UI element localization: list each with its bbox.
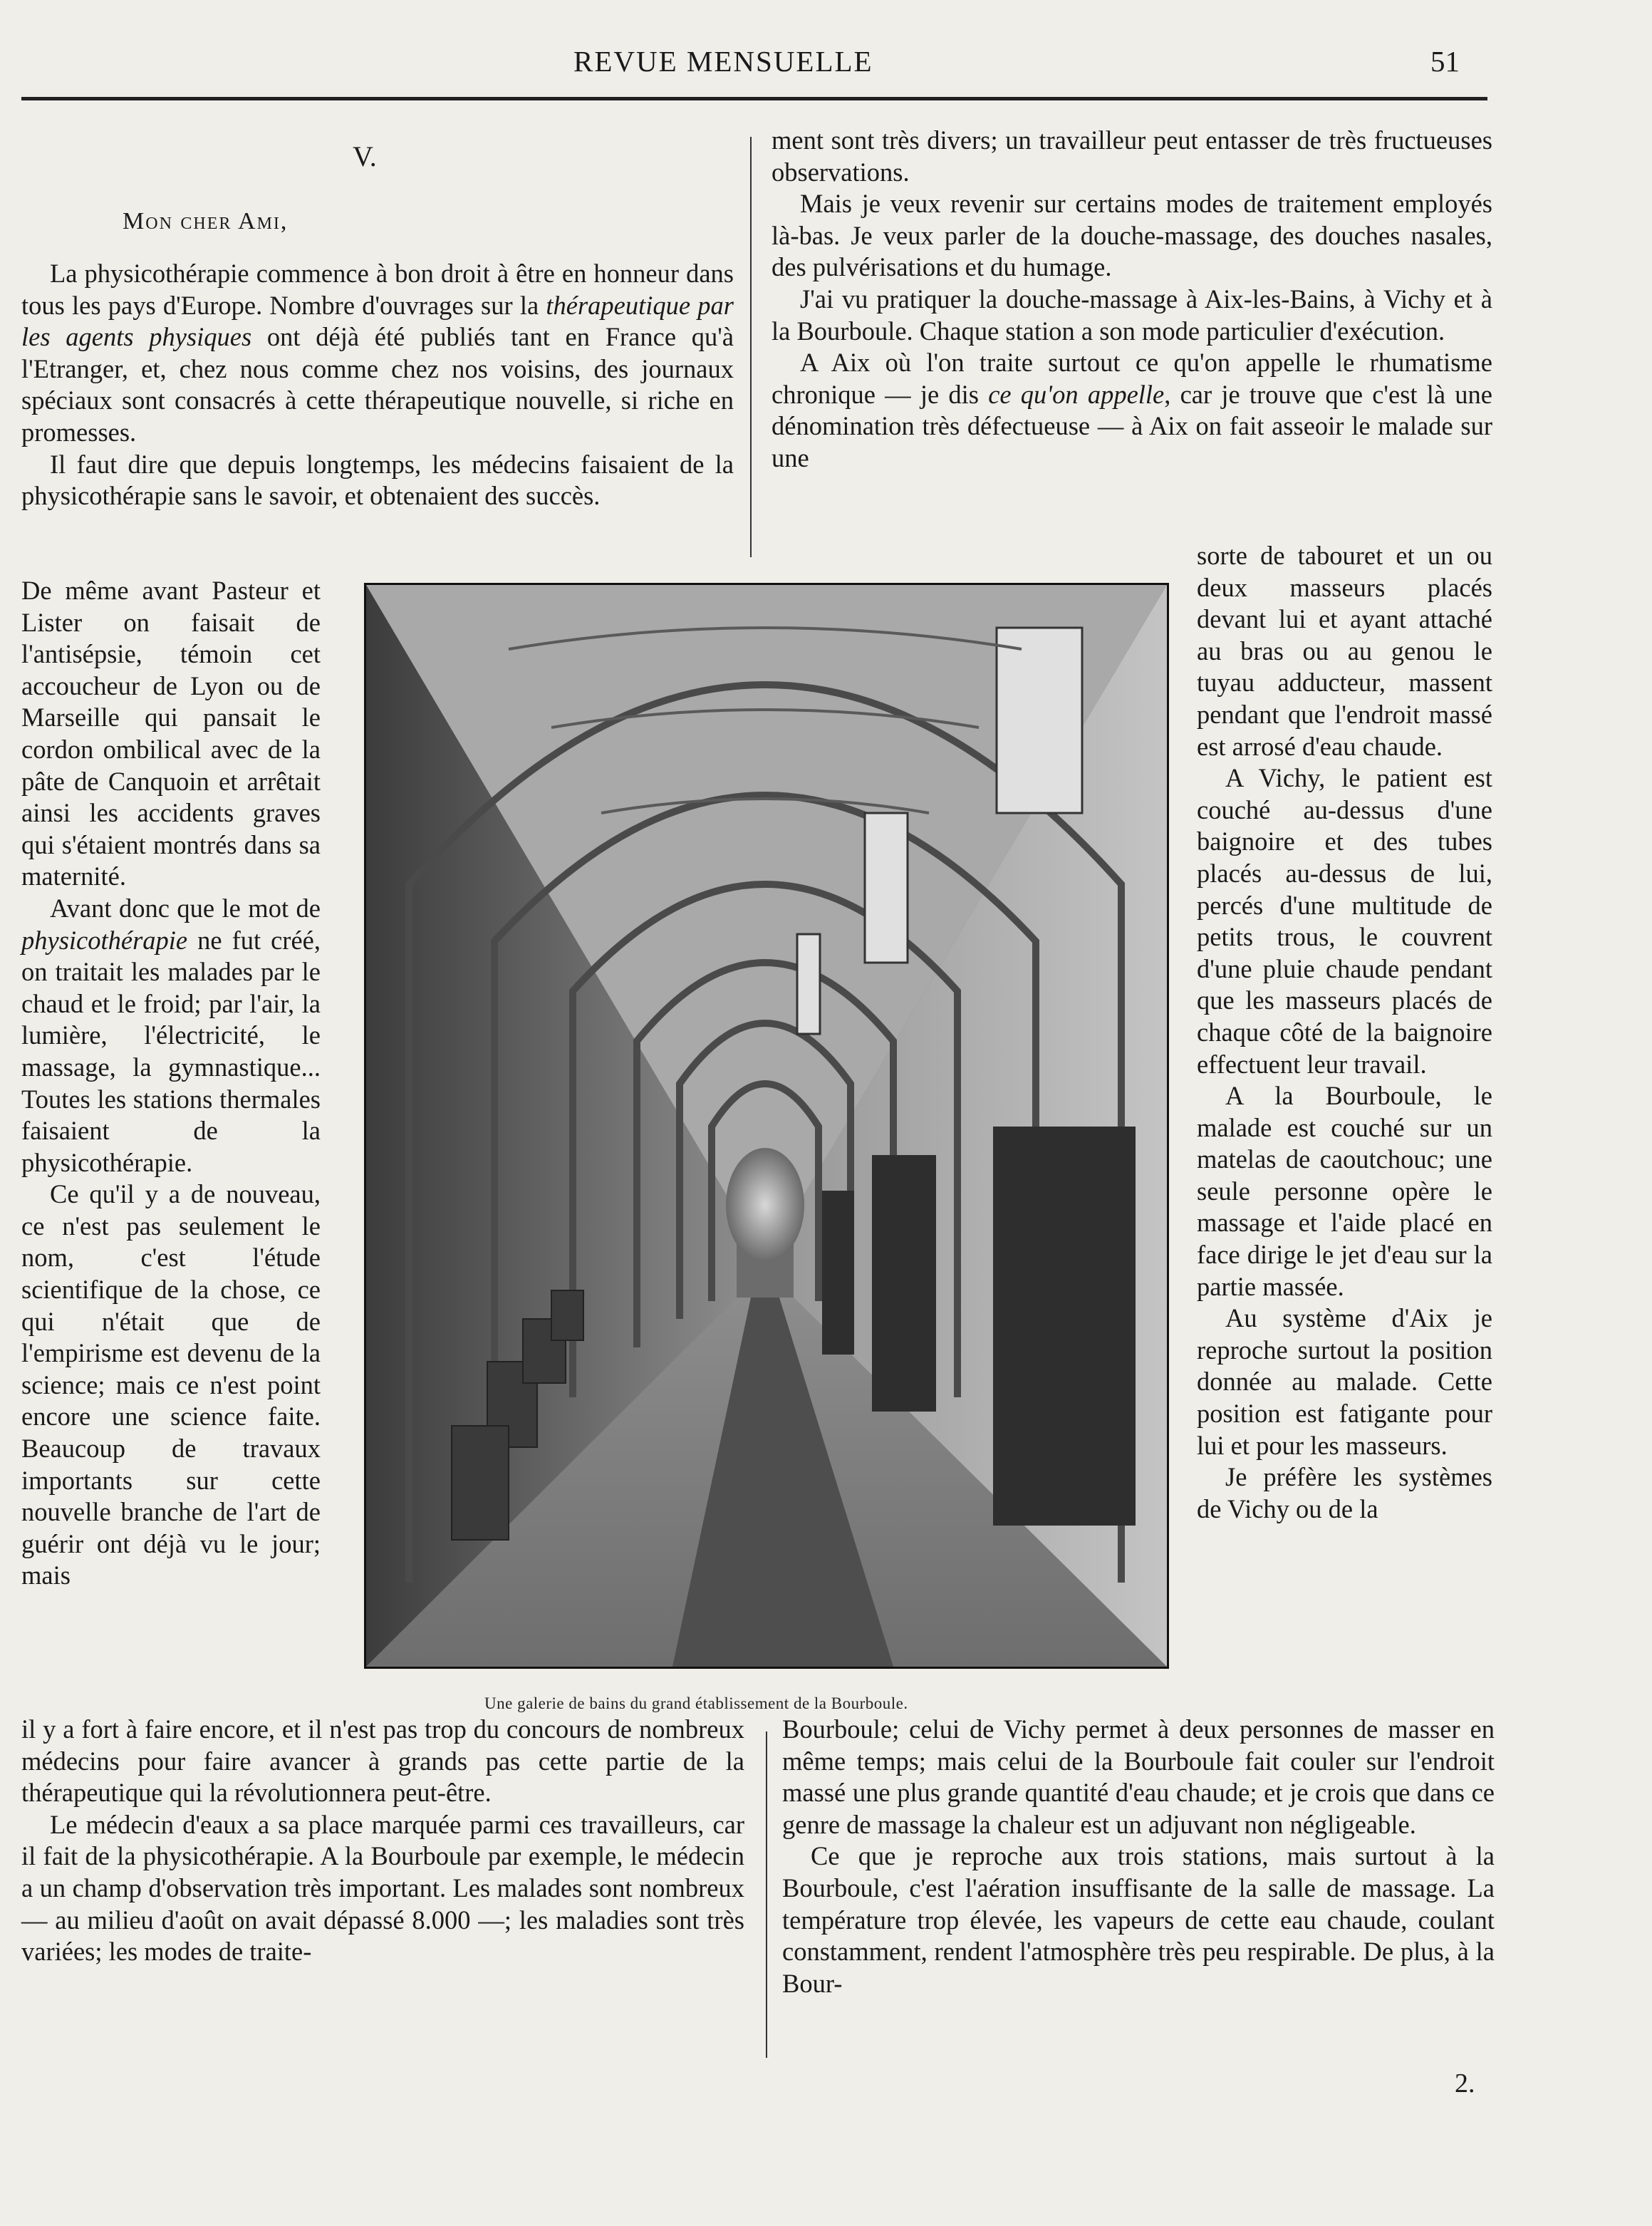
paragraph: A Aix où l'on traite surtout ce qu'on appelle le rhumatisme chronique — je dis ce qu'on appelle, car je trouve que c'est là une dénomination très défectueuse — à Aix on fait asseoir le malade sur une xyxy=(772,348,1492,472)
journal-title: REVUE MENSUELLE xyxy=(573,45,873,78)
column-rule xyxy=(750,137,752,557)
column-2-top xyxy=(772,125,1492,475)
paragraph: A Vichy, le patient est couché au-dessus d'une baignoire et des tubes placés au-dessus de lui, percés d'une multitude de petits trous, le couvrent d'une pluie chaude pendant que les masseurs placés de chaque côté de la baignoire effectuent leur travail. xyxy=(1197,763,1492,1079)
figure-caption: Une galerie de bains du grand établissement de la Bourboule. xyxy=(484,1694,908,1712)
column-2-beside-figure xyxy=(1197,540,1492,1525)
column-1-beside-figure xyxy=(21,575,321,1592)
paragraph: La physicothérapie commence à bon droit à être en honneur dans tous les pays d'Europe. Nombre d'ouvrages sur la thérapeutique par les agents physiques ont déjà été publiés tant en France qu'à l'Etranger, et, chez nous comme chez nos voisins, des journaux spéciaux sont consacrés à cette thérapeutique nouvelle, si riche en promesses. xyxy=(21,259,734,447)
gallery-photograph xyxy=(364,583,1169,1669)
paragraph: A la Bourboule, le malade est couché sur un matelas de caoutchouc; une seule personne opère le massage et l'aide placé en face dirige le jet d'eau sur la partie massée. xyxy=(1197,1081,1492,1301)
paragraph: ment sont très divers; un travailleur peut entasser de très fructueuses observations. xyxy=(772,125,1492,187)
column-rule xyxy=(766,1731,767,2058)
paragraph: il y a fort à faire encore, et il n'est pas trop du concours de nombreux médecins pour faire avancer à grands pas cette partie de la thérapeutique qui la révolutionnera peut-être. xyxy=(21,1714,744,1808)
paragraph: Avant donc que le mot de physicothérapie ne fut créé, on traitait les malades par le chaud et le froid; par l'air, la lumière, l'électricité, le massage, la gymnastique... Toutes les stations thermales faisaient de la physicothérapie. xyxy=(21,893,321,1177)
column-1-bottom xyxy=(21,1714,744,1968)
paragraph: Au système d'Aix je reproche surtout la position donnée au malade. Cette position est fatigante pour lui et pour les masseurs. xyxy=(1197,1303,1492,1460)
section-number: V. xyxy=(353,140,377,172)
column-1-top xyxy=(21,258,734,512)
paragraph: Il faut dire que depuis longtemps, les médecins faisaient de la physicothérapie sans le savoir, et obtenaient des succès. xyxy=(21,449,734,511)
paragraph: sorte de tabouret et un ou deux masseurs placés devant lui et ayant attaché au bras ou au genou le tuyau adducteur, massent pendant que l'endroit massé est arrosé d'eau chaude. xyxy=(1197,541,1492,761)
paragraph: Ce que je reproche aux trois stations, mais surtout à la Bourboule, c'est l'aération insuffisante de la salle de massage. La température trop élevée, les vapeurs de cette eau chaude, coulant constamment, rendent l'atmosphère très peu respirable. De plus, à la Bour- xyxy=(782,1841,1495,1998)
paragraph: Le médecin d'eaux a sa place marquée parmi ces travailleurs, car il fait de la physicothérapie. A la Bourboule par exemple, le médecin a un champ d'observation très important. Les malades sont nombreux — au milieu d'août on avait dépassé 8.000 —; les maladies sont très variées; les modes de traite- xyxy=(21,1809,744,1967)
column-2-bottom xyxy=(782,1714,1495,1999)
bath-gallery-illustration xyxy=(366,585,1167,1667)
paragraph: De même avant Pasteur et Lister on faisait de l'antisépsie, témoin cet accoucheur de Lyon ou de Marseille qui pansait le cordon ombilical avec de la pâte de Canquoin et arrêtait ainsi les accidents graves qui s'étaient montrés dans sa maternité. xyxy=(21,576,321,891)
salutation: Mon cher Ami, xyxy=(123,208,289,234)
paragraph: Bourboule; celui de Vichy permet à deux personnes de masser en même temps; mais celui de la Bourboule fait couler sur l'endroit massé une plus grande quantité d'eau chaude; et je crois que dans ce genre de massage la chaleur est un adjuvant non négligeable. xyxy=(782,1714,1495,1839)
page-number: 51 xyxy=(1430,45,1460,78)
paragraph: Mais je veux revenir sur certains modes de traitement employés là-bas. Je veux parler de la douche-massage, des douches nasales, des pulvérisations et du humage. xyxy=(772,189,1492,282)
paragraph: Ce qu'il y a de nouveau, ce n'est pas seulement le nom, c'est l'étude scientifique de la chose, ce qui n'était que de l'empirisme est devenu de la science; mais ce n'est point encore une science faite. Beaucoup de travaux importants sur cette nouvelle branche de l'art de guérir ont déjà vu le jour; mais xyxy=(21,1179,321,1590)
signature-mark: 2. xyxy=(1455,2069,1475,2098)
running-head xyxy=(0,44,1492,87)
paragraph: J'ai vu pratiquer la douche-massage à Aix-les-Bains, à Vichy et à la Bourboule. Chaque station a son mode particulier d'exécution. xyxy=(772,284,1492,346)
paragraph: Je préfère les systèmes de Vichy ou de la xyxy=(1197,1462,1492,1523)
header-rule xyxy=(21,97,1487,100)
